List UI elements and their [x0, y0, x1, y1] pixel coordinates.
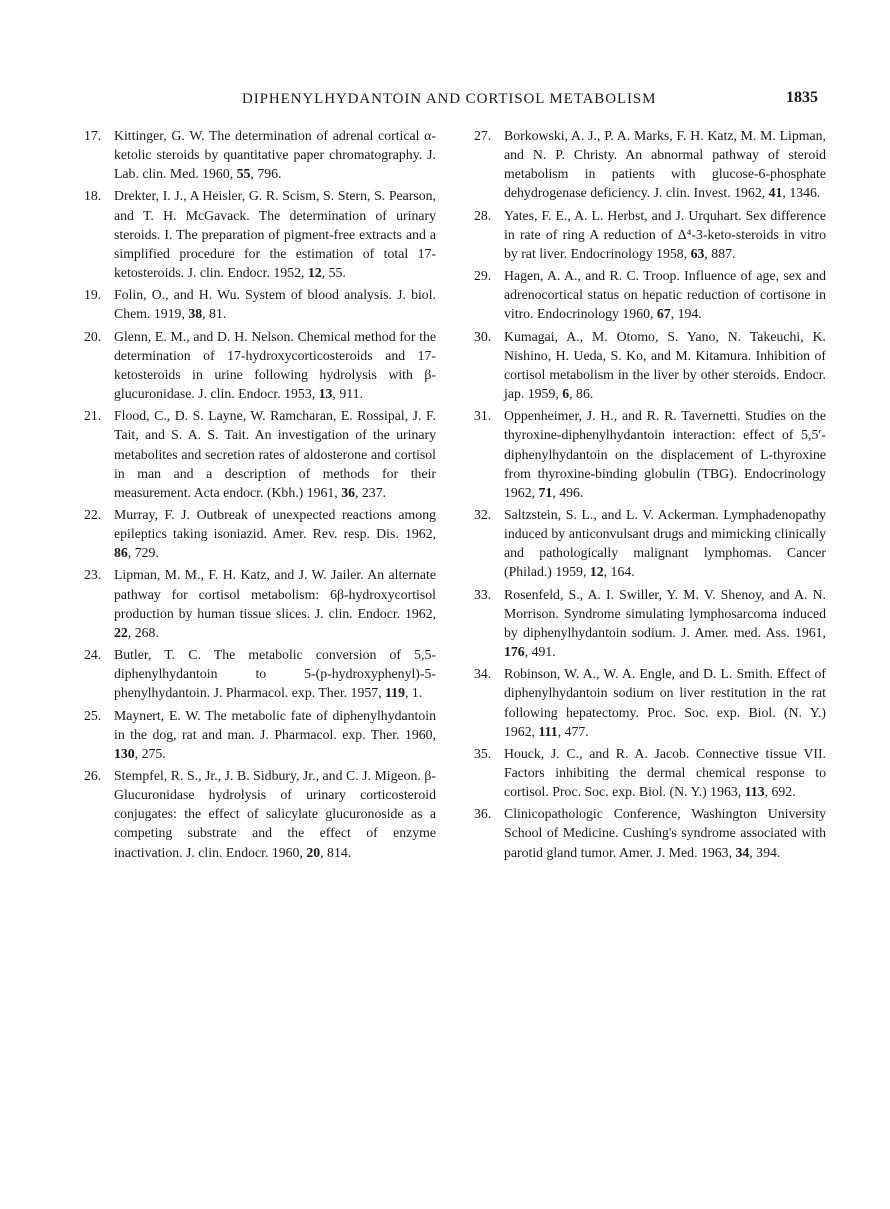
reference-pages: , 86.	[569, 386, 594, 402]
reference-entry	[84, 565, 436, 642]
reference-text: Clinicopathologic Conference, Washington University School of Medicine. Cushing's syndrome associated with parotid gland tumor. Amer. J. Med. 1963,	[504, 806, 826, 860]
reference-volume: 119	[385, 685, 405, 701]
reference-text: Murray, F. J. Outbreak of unexpected reactions among epileptics taking isoniazid. Amer. Rev. resp. Dis. 1962,	[114, 506, 436, 542]
reference-number: 22.	[84, 506, 102, 522]
reference-volume: 12	[307, 265, 322, 281]
reference-entry	[474, 406, 826, 502]
reference-text: Borkowski, A. J., P. A. Marks, F. H. Katz, M. M. Lipman, and N. P. Christy. An abnormal pathway of steroid metabolism in patients with glucose-6-phosphate dehydrogenase deficiency. J. clin. Invest. 1962,	[504, 128, 826, 201]
reference-number: 26.	[84, 768, 102, 783]
reference-entry	[474, 126, 826, 203]
reference-text: Flood, C., D. S. Layne, W. Ramcharan, E. Rossipal, J. F. Tait, and S. A. S. Tait. An investigation of the urinary metabolites and secretion rates of aldosterone and cortisol in man and a description of methods for their measurement. Acta endocr. (Kbh.) 1961,	[114, 408, 436, 500]
reference-entry	[84, 327, 436, 404]
reference-volume: 41	[768, 185, 783, 201]
reference-number: 33.	[474, 586, 492, 602]
reference-entry	[84, 645, 436, 702]
reference-volume: 20	[306, 844, 321, 860]
reference-volume: 71	[538, 484, 553, 500]
reference-number: 30.	[474, 328, 492, 344]
reference-text: Hagen, A. A., and R. C. Troop. Influence of age, sex and adrenocortical status on hepatic reduction of cortisone in vitro. Endocrinology 1960,	[504, 268, 826, 322]
reference-text: Maynert, E. W. The metabolic fate of diphenylhydantoin in the dog, rat and man. J. Pharmacol. exp. Ther. 1960,	[114, 707, 436, 742]
reference-volume: 113	[744, 784, 765, 800]
reference-entry	[474, 585, 826, 662]
reference-pages: , 814.	[320, 844, 352, 860]
reference-pages: , 729.	[127, 545, 159, 561]
reference-number: 34.	[474, 666, 492, 682]
reference-entry	[84, 706, 436, 763]
reference-volume: 176	[504, 644, 525, 660]
reference-number: 29.	[474, 268, 492, 284]
reference-pages: , 275.	[134, 745, 166, 761]
reference-volume: 38	[188, 306, 203, 322]
reference-entry	[474, 804, 826, 861]
reference-volume: 36	[341, 484, 355, 500]
reference-number: 27.	[474, 128, 492, 143]
reference-text: Lipman, M. M., F. H. Katz, and J. W. Jailer. An alternate pathway for cortisol metabolism: 6β-hydroxycortisol production by human tissue slices. J. clin. Endocr. 1962,	[114, 567, 436, 621]
reference-pages: , 496.	[552, 484, 584, 500]
reference-number: 20.	[84, 328, 102, 344]
reference-volume: 111	[538, 723, 558, 739]
reference-entry	[84, 186, 436, 282]
reference-pages: , 55.	[321, 265, 346, 281]
reference-pages: , 692.	[764, 784, 796, 800]
reference-entry	[474, 206, 826, 263]
reference-text: Folin, O., and H. Wu. System of blood analysis. J. biol. Chem. 1919,	[114, 287, 436, 322]
reference-volume: 22	[114, 624, 128, 640]
reference-pages: , 81.	[202, 306, 227, 322]
reference-pages: , 796.	[250, 166, 282, 182]
reference-number: 25.	[84, 707, 102, 723]
reference-entry	[474, 327, 826, 404]
reference-pages: , 268.	[127, 624, 159, 640]
reference-text: Rosenfeld, S., A. I. Swiller, Y. M. V. Shenoy, and A. N. Morrison. Syndrome simulating lymphosarcoma induced by diphenylhydantoin sodium. J. Amer. med. Ass. 1961,	[504, 586, 826, 640]
reference-pages: , 194.	[670, 306, 702, 322]
reference-volume: 86	[114, 545, 128, 561]
reference-entry	[84, 406, 436, 502]
reference-entry	[474, 266, 826, 323]
reference-text: Yates, F. E., A. L. Herbst, and J. Urquhart. Sex difference in rate of ring A reduction of Δ⁴-3-keto-steroids in vitro by rat liver. Endocrinology 1958,	[504, 207, 826, 261]
reference-number: 35.	[474, 745, 492, 761]
page-number: 1835	[786, 89, 818, 106]
reference-volume: 67	[656, 306, 671, 322]
reference-number: 17.	[84, 128, 102, 143]
right-reference-column	[474, 126, 826, 865]
reference-number: 24.	[84, 647, 102, 663]
reference-number: 18.	[84, 188, 102, 204]
reference-pages: , 237.	[355, 484, 387, 500]
reference-entry	[474, 744, 826, 801]
reference-volume: 13	[318, 386, 333, 402]
reference-volume: 6	[562, 386, 570, 402]
reference-text: Robinson, W. A., W. A. Engle, and D. L. Smith. Effect of diphenylhydantoin sodium on liver restitution in the rat following hepatectomy. Proc. Soc. exp. Biol. (N. Y.) 1962,	[504, 666, 826, 739]
reference-volume: 12	[589, 564, 604, 580]
reference-number: 31.	[474, 408, 492, 424]
reference-text: Kumagai, A., M. Otomo, S. Yano, N. Takeuchi, K. Nishino, H. Ueda, S. Ko, and M. Kitamura. Inhibition of cortisol metabolism in the liver by other steroids. Endocr. jap. 1959,	[504, 328, 826, 402]
reference-pages: , 1346.	[782, 185, 821, 201]
reference-entry	[474, 664, 826, 741]
reference-volume: 55	[236, 166, 251, 182]
reference-pages: , 1.	[404, 685, 423, 701]
reference-number: 32.	[474, 506, 492, 522]
reference-pages: , 394.	[749, 844, 781, 860]
reference-text: Butler, T. C. The metabolic conversion of 5,5-diphenylhydantoin to 5-(p-hydroxyphenyl)-5-phenylhydantoin. J. Pharmacol. exp. Ther. 1957,	[114, 647, 436, 701]
reference-number: 28.	[474, 207, 492, 223]
reference-number: 19.	[84, 287, 102, 303]
reference-text: Stempfel, R. S., Jr., J. B. Sidbury, Jr., and C. J. Migeon. β-Glucuronidase hydrolysis of urinary corticosteroid conjugates: the effect of salicylate glucuronoside as a competing substrate and the effect of enzyme inactivation. J. clin. Endocr. 1960,	[114, 768, 436, 860]
reference-entry	[474, 505, 826, 582]
reference-pages: , 911.	[332, 386, 363, 402]
reference-pages: , 164.	[603, 564, 635, 580]
reference-entry	[84, 285, 436, 323]
reference-text: Oppenheimer, J. H., and R. R. Tavernetti. Studies on the thyroxine-diphenylhydantoin interaction: effect of 5,5′-diphenylhydantoin on the displacement of L-thyroxine from thyroxine-binding globulin (TBG). Endocrinology 1962,	[504, 408, 826, 500]
reference-entry	[84, 766, 436, 862]
reference-text: Houck, J. C., and R. A. Jacob. Connective tissue VII. Factors inhibiting the dermal chemical response to cortisol. Proc. Soc. exp. Biol. (N. Y.) 1963,	[504, 745, 826, 800]
left-reference-column	[84, 126, 436, 865]
reference-number: 21.	[84, 408, 102, 424]
reference-volume: 63	[690, 245, 705, 261]
reference-number: 23.	[84, 567, 102, 583]
reference-text: Drekter, I. J., A Heisler, G. R. Scism, S. Stern, S. Pearson, and T. H. McGavack. The determination of urinary steroids. I. The preparation of pigment-free extracts and a simplified procedure for the estimation of total 17-ketosteroids. J. clin. Endocr. 1952,	[114, 188, 436, 281]
reference-entry	[84, 126, 436, 183]
reference-entry	[84, 505, 436, 562]
reference-number: 36.	[474, 806, 492, 822]
reference-text: Saltzstein, S. L., and L. V. Ackerman. Lymphadenopathy induced by anticonvulsant drugs and mimicking clinically and pathologically malignant lymphomas. Cancer (Philad.) 1959,	[504, 506, 826, 580]
reference-pages: , 477.	[557, 723, 589, 739]
reference-pages: , 491.	[524, 644, 556, 660]
page-header	[0, 89, 890, 117]
reference-text: Glenn, E. M., and D. H. Nelson. Chemical method for the determination of 17-hydroxycorticosteroids and 17-ketosteroids in urine following hydrolysis with β-glucuronidase. J. clin. Endocr. 1953,	[114, 328, 436, 402]
running-title: DIPHENYLHYDANTOIN AND CORTISOL METABOLISM	[242, 91, 657, 107]
reference-pages: , 887.	[704, 245, 736, 261]
reference-volume: 34	[735, 844, 750, 860]
reference-text: Kittinger, G. W. The determination of adrenal cortical α-ketolic steroids by quantitative paper chromatography. J. Lab. clin. Med. 1960,	[114, 128, 436, 182]
reference-volume: 130	[114, 745, 135, 761]
